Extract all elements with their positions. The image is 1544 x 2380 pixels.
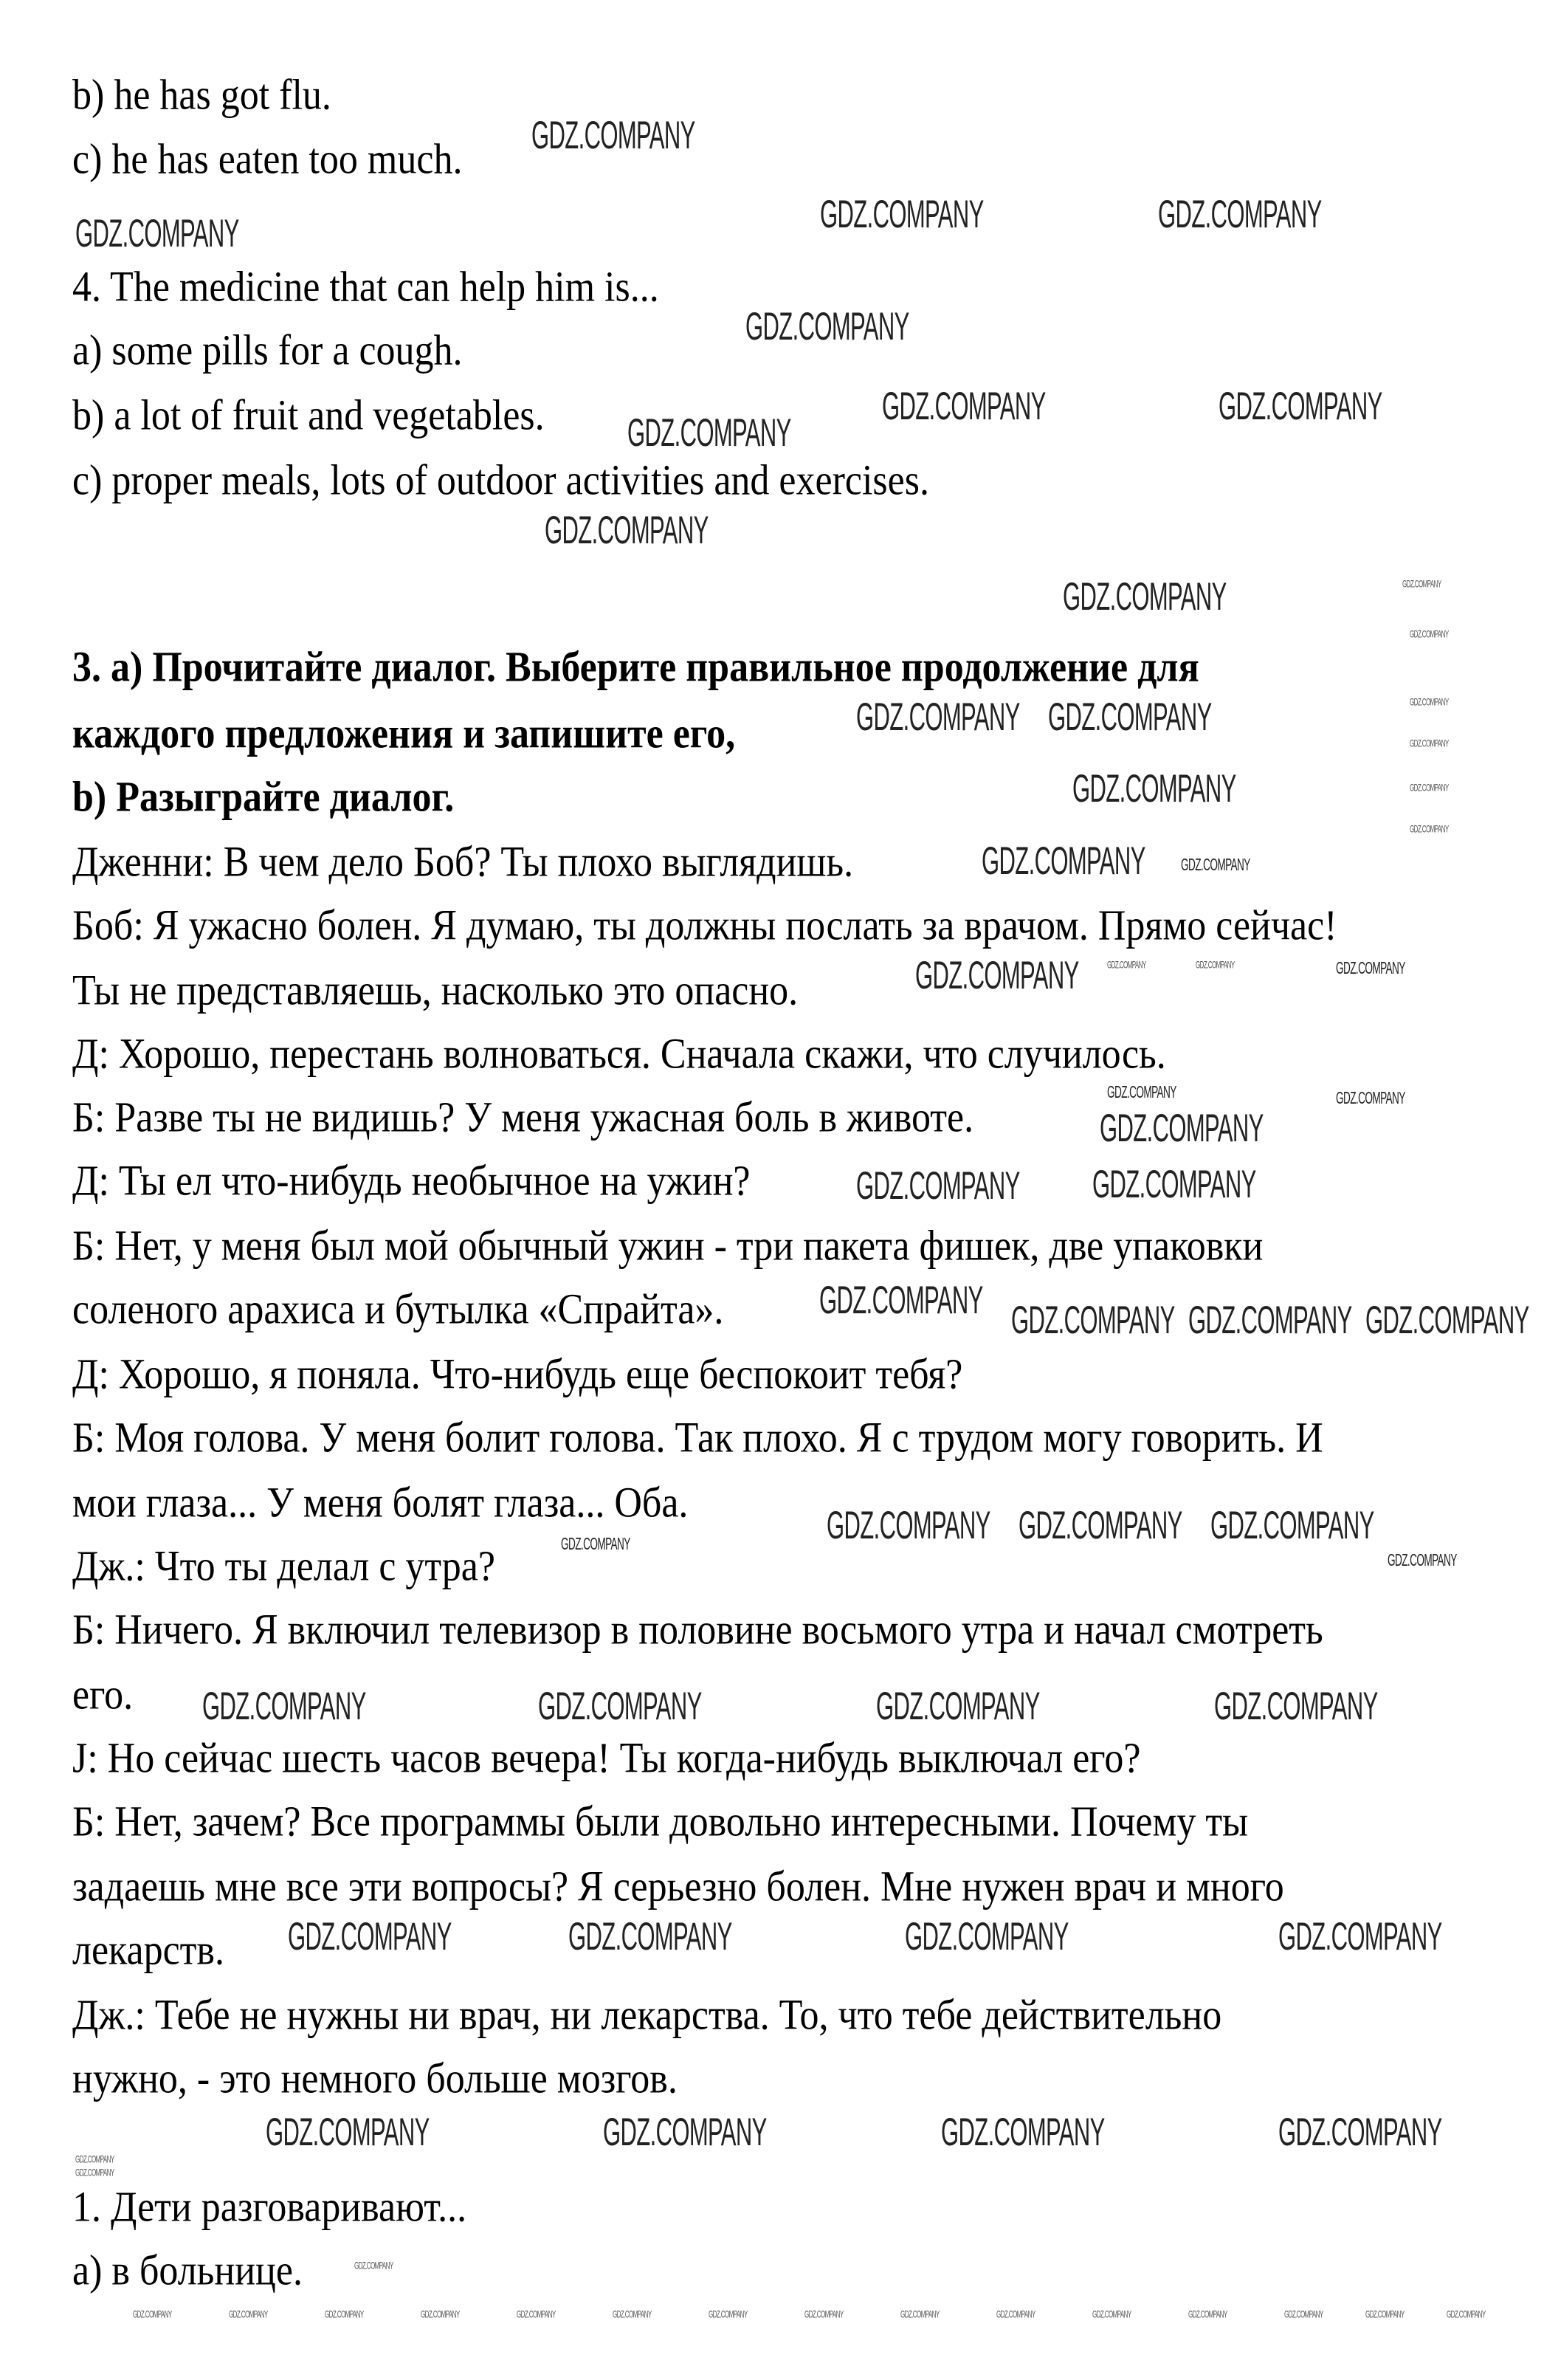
option-c-meals: c) proper meals, lots of outdoor activities and exercises.: [72, 457, 929, 504]
watermark: GDZ.COMPANY: [1107, 958, 1146, 971]
watermark: GDZ.COMPANY: [545, 508, 709, 552]
watermark: GDZ.COMPANY: [75, 2153, 114, 2165]
dialog-line: Дж.: Что ты делал с утра?: [72, 1543, 495, 1590]
watermark: GDZ.COMPANY: [325, 2308, 364, 2320]
watermark: GDZ.COMPANY: [1284, 2308, 1323, 2320]
watermark: GDZ.COMPANY: [1188, 2308, 1227, 2320]
dialog-line: мои глаза... У меня болят глаза... Оба.: [72, 1479, 689, 1527]
dialog-line: Б: Моя голова. У меня болит голова. Так плохо. Я с трудом могу говорить. И: [72, 1414, 1323, 1462]
dialog-line: задаешь мне все эти вопросы? Я серьезно болен. Мне нужен врач и много: [72, 1863, 1284, 1910]
dialog-line: Б: Ничего. Я включил телевизор в половине восьмого утра и начал смотреть: [72, 1606, 1323, 1654]
watermark: GDZ.COMPANY: [1092, 2308, 1131, 2320]
dialog-line: Б: Разве ты не видишь? У меня ужасная боль в животе.: [72, 1094, 974, 1141]
watermark: GDZ.COMPANY: [266, 2110, 430, 2154]
watermark: GDZ.COMPANY: [1188, 1298, 1352, 1342]
watermark: GDZ.COMPANY: [1214, 1684, 1378, 1728]
watermark: GDZ.COMPANY: [613, 2308, 652, 2320]
watermark: GDZ.COMPANY: [982, 839, 1145, 883]
watermark: GDZ.COMPANY: [75, 211, 239, 255]
watermark: GDZ.COMPANY: [1107, 1081, 1176, 1102]
watermark: GDZ.COMPANY: [1410, 781, 1449, 794]
watermark: GDZ.COMPANY: [905, 1914, 1069, 1958]
watermark: GDZ.COMPANY: [421, 2308, 460, 2320]
watermark: GDZ.COMPANY: [745, 304, 909, 348]
watermark: GDZ.COMPANY: [1063, 574, 1227, 619]
watermark: GDZ.COMPANY: [1072, 766, 1236, 811]
watermark: GDZ.COMPANY: [603, 2110, 767, 2154]
watermark: GDZ.COMPANY: [1336, 957, 1405, 978]
watermark: GDZ.COMPANY: [804, 2308, 844, 2320]
watermark: GDZ.COMPANY: [827, 1503, 990, 1547]
watermark: GDZ.COMPANY: [820, 192, 984, 236]
watermark: GDZ.COMPANY: [996, 2308, 1035, 2320]
watermark: GDZ.COMPANY: [1196, 958, 1235, 971]
watermark: GDZ.COMPANY: [627, 410, 791, 455]
watermark: GDZ.COMPANY: [1278, 2110, 1442, 2154]
watermark: GDZ.COMPANY: [1019, 1503, 1182, 1547]
task-3-heading: 3. a) Прочитайте диалог. Выберите правильное продолжение для: [72, 644, 1199, 691]
watermark: GDZ.COMPANY: [229, 2308, 268, 2320]
watermark: GDZ.COMPANY: [354, 2259, 393, 2271]
watermark: GDZ.COMPANY: [568, 1914, 732, 1958]
watermark: GDZ.COMPANY: [1365, 2308, 1405, 2320]
watermark: GDZ.COMPANY: [1092, 1162, 1256, 1206]
dialog-line: Д: Хорошо, я поняла. Что-нибудь еще беспокоит тебя?: [72, 1351, 963, 1398]
dialog-line: его.: [72, 1671, 134, 1719]
watermark: GDZ.COMPANY: [1158, 192, 1322, 236]
watermark: GDZ.COMPANY: [1402, 577, 1441, 590]
watermark: GDZ.COMPANY: [75, 2166, 114, 2178]
watermark: GDZ.COMPANY: [856, 695, 1020, 739]
option-a-pills: a) some pills for a cough.: [72, 327, 463, 374]
dialog-line: Дженни: В чем дело Боб? Ты плохо выглядишь.: [72, 839, 854, 886]
watermark: GDZ.COMPANY: [1210, 1503, 1374, 1547]
watermark: GDZ.COMPANY: [1410, 695, 1449, 708]
watermark: GDZ.COMPANY: [1365, 1298, 1529, 1342]
watermark: GDZ.COMPANY: [561, 1533, 630, 1554]
watermark: GDZ.COMPANY: [133, 2308, 172, 2320]
dialog-line: Д: Ты ел что-нибудь необычное на ужин?: [72, 1158, 751, 1205]
watermark: GDZ.COMPANY: [819, 1278, 983, 1322]
option-b-fruit: b) a lot of fruit and vegetables.: [72, 392, 545, 439]
watermark: GDZ.COMPANY: [709, 2308, 748, 2320]
option-b-flu: b) he has got flu.: [72, 72, 331, 119]
dialog-line: Боб: Я ужасно болен. Я думаю, ты должны послать за врачом. Прямо сейчас!: [72, 902, 1337, 949]
task-3-b: b) Разыграйте диалог.: [72, 774, 455, 821]
watermark: GDZ.COMPANY: [1410, 737, 1449, 749]
option-c-eaten: c) he has eaten too much.: [72, 136, 463, 183]
watermark: GDZ.COMPANY: [1447, 2308, 1486, 2320]
dialog-line: Ты не представляешь, насколько это опасно.: [72, 967, 799, 1014]
watermark: GDZ.COMPANY: [941, 2110, 1105, 2154]
watermark: GDZ.COMPANY: [288, 1914, 452, 1958]
watermark: GDZ.COMPANY: [1410, 822, 1449, 835]
watermark: GDZ.COMPANY: [1336, 1087, 1405, 1108]
watermark: GDZ.COMPANY: [1181, 854, 1250, 875]
watermark: GDZ.COMPANY: [538, 1684, 702, 1728]
watermark: GDZ.COMPANY: [1100, 1106, 1264, 1150]
dialog-line: нужно, - это немного больше мозгов.: [72, 2055, 678, 2102]
dialog-line: соленого арахиса и бутылка «Спрайта».: [72, 1286, 724, 1333]
watermark: GDZ.COMPANY: [1410, 627, 1449, 640]
question-4: 4. The medicine that can help him is...: [72, 264, 659, 311]
watermark: GDZ.COMPANY: [1048, 695, 1212, 739]
watermark: GDZ.COMPANY: [531, 113, 695, 157]
watermark: GDZ.COMPANY: [1219, 384, 1382, 428]
watermark: GDZ.COMPANY: [1011, 1298, 1175, 1342]
dialog-line: Б: Нет, зачем? Все программы были довольно интересными. Почему ты: [72, 1798, 1249, 1846]
watermark: GDZ.COMPANY: [882, 384, 1046, 428]
dialog-line: лекарств.: [72, 1927, 224, 1974]
dialog-line: Б: Нет, у меня был мой обычный ужин - три пакета фишек, две упаковки: [72, 1222, 1264, 1270]
watermark: GDZ.COMPANY: [915, 953, 1079, 997]
watermark: GDZ.COMPANY: [900, 2308, 940, 2320]
question-1: 1. Дети разговаривают...: [72, 2184, 467, 2231]
watermark: GDZ.COMPANY: [856, 1163, 1020, 1208]
watermark: GDZ.COMPANY: [1388, 1550, 1457, 1570]
watermark: GDZ.COMPANY: [876, 1684, 1040, 1728]
dialog-line: J: Но сейчас шесть часов вечера! Ты когда-нибудь выключал его?: [72, 1735, 1141, 1782]
watermark: GDZ.COMPANY: [202, 1684, 366, 1728]
task-3-heading-cont: каждого предложения и запишите его,: [72, 710, 736, 757]
watermark: GDZ.COMPANY: [1278, 1914, 1442, 1958]
option-a-hospital: а) в больнице.: [72, 2247, 303, 2294]
dialog-line: Дж.: Тебе не нужны ни врач, ни лекарства. То, что тебе действительно: [72, 1992, 1222, 2039]
watermark: GDZ.COMPANY: [517, 2308, 556, 2320]
dialog-line: Д: Хорошо, перестань волноваться. Сначала скажи, что случилось.: [72, 1031, 1166, 1078]
